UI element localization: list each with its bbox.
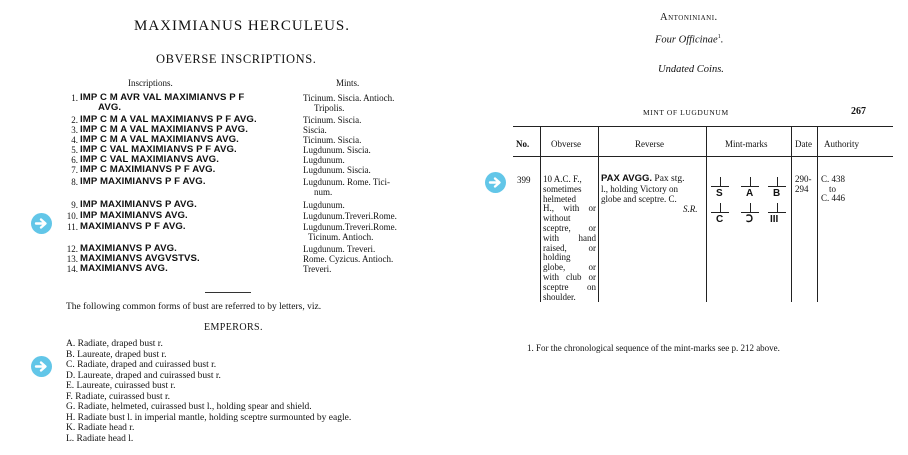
mintmark-stem — [720, 203, 721, 212]
mintmark-line — [768, 212, 786, 213]
table-rule-top — [513, 126, 893, 127]
inscription-row — [60, 165, 450, 175]
authority-line: C. 438 — [821, 174, 846, 184]
obverse-line: 10 A.C. F., — [543, 174, 582, 184]
inscription-row — [60, 264, 450, 274]
inscription-text: IMP C M A VAL MAXIMIANVS P AVG. — [80, 124, 248, 135]
inscription-row — [60, 177, 450, 187]
inscription-mints: Lugdunum.Treveri.Rome. — [303, 211, 397, 221]
arrow-icon[interactable] — [31, 356, 52, 377]
mintmark-top: S — [716, 188, 723, 199]
table-rule-col — [791, 126, 792, 302]
obverse-line: globe, or — [543, 262, 596, 273]
date-line: 294 — [795, 184, 809, 194]
table-rule-col — [706, 126, 707, 302]
header-mintmarks: Mint-marks — [725, 139, 768, 149]
inscription-mints: Lugdunum. — [303, 200, 345, 210]
inscription-row — [60, 187, 450, 197]
inscription-mints: Lugdunum. Siscia. — [303, 165, 371, 175]
inscription-row — [60, 222, 450, 232]
header-authority: Authority — [824, 139, 859, 149]
bust-item: H. Radiate bust l. in imperial mantle, holding sceptre surmounted by eagle. — [66, 412, 352, 423]
officinae-end: . — [720, 34, 724, 46]
inscription-text: IMP C M AVR VAL MAXIMIANVS P F — [80, 92, 245, 103]
mint-title: MINT OF LUGDUNUM — [643, 108, 729, 117]
inscription-mints: Tripolis. — [314, 103, 345, 113]
mintmark-line — [711, 186, 729, 187]
bust-intro: The following common forms of bust are referred to by letters, viz. — [66, 302, 322, 312]
inscription-text: IMP MAXIMIANVS AVG. — [80, 210, 188, 221]
reverse-line: globe and sceptre. C. — [601, 194, 677, 204]
inscription-number: 11. — [67, 222, 78, 232]
inscription-text: IMP C M A VAL MAXIMIANVS P F AVG. — [80, 114, 257, 125]
inscription-number: 10. — [66, 211, 78, 221]
inscription-number: 2. — [71, 115, 78, 125]
obverse-line: holding — [543, 252, 571, 263]
inscription-mints: Rome. Cyzicus. Antioch. — [303, 254, 394, 264]
bust-item: C. Radiate, draped and cuirassed bust r. — [66, 360, 217, 370]
inscription-mints: num. — [314, 187, 333, 197]
reverse-line: S.R. — [683, 204, 698, 214]
inscription-number: 12. — [66, 244, 78, 254]
obverse-line: shoulder. — [543, 291, 576, 302]
arrow-icon[interactable] — [485, 172, 506, 193]
inscription-mints: Lugdunum. — [303, 155, 345, 165]
inscription-number: 8. — [71, 177, 78, 187]
bust-item: F. Radiate, cuirassed bust r. — [66, 391, 170, 402]
inscription-mints: Lugdunum. Siscia. — [303, 145, 371, 155]
arrow-icon[interactable] — [31, 213, 52, 234]
authority-line: C. 446 — [821, 193, 846, 203]
inscription-row — [60, 200, 450, 210]
bust-item: E. Laureate, cuirassed bust r. — [66, 381, 176, 391]
inscription-text: IMP C MAXIMIANVS P F AVG. — [80, 164, 216, 175]
inscription-mints: Lugdunum.Treveri.Rome. — [303, 222, 397, 232]
date-line: 290- — [795, 174, 812, 184]
footnote: 1. For the chronological sequence of the mint-marks see p. 212 above. — [527, 343, 780, 353]
table-rule-col — [598, 126, 599, 302]
obverse-line: H., with or — [543, 203, 596, 214]
inscription-text: IMP C VAL MAXIMIANVS P F AVG. — [80, 144, 237, 155]
mintmark-line — [741, 212, 759, 213]
inscription-mints: Treveri. — [303, 264, 332, 274]
inscription-mints: Ticinum. Antioch. — [308, 232, 374, 242]
inscription-mints: Lugdunum. Treveri. — [303, 244, 376, 254]
coin-number: 399 — [517, 175, 531, 185]
mintmark-stem — [777, 177, 778, 186]
emperors-heading: EMPERORS. — [204, 322, 263, 333]
inscription-mints: Lugdunum. Rome. Tici- — [303, 177, 391, 187]
divider — [205, 292, 251, 293]
obverse-line: raised, or — [543, 242, 596, 253]
inscription-row — [60, 211, 450, 221]
inscription-number: 1. — [71, 93, 78, 103]
header-reverse: Reverse — [635, 139, 664, 149]
header-no: No. — [516, 139, 530, 149]
bust-item: G. Radiate, helmeted, cuirassed bust l., holding spear and shield. — [66, 402, 312, 412]
inscription-number: 3. — [71, 125, 78, 135]
obverse-line: with club or — [543, 272, 596, 282]
legend-text: PAX AVGG. — [601, 173, 653, 184]
inscription-mints: Ticinum. Siscia. Antioch. — [303, 93, 395, 103]
header-date: Date — [795, 139, 812, 149]
running-header: Antoniniani. — [660, 12, 718, 23]
inscription-number: 9. — [71, 200, 78, 210]
inscription-text: IMP C VAL MAXIMIANVS AVG. — [80, 154, 219, 165]
right-page — [455, 0, 908, 455]
inscription-mints: Siscia. — [303, 125, 327, 135]
inscription-text: MAXIMIANVS P F AVG. — [80, 221, 186, 232]
mintmark-line — [741, 186, 759, 187]
mintmark-top: A — [746, 188, 754, 199]
footnote-ref: 1 — [717, 34, 721, 40]
mintmark-stem — [720, 177, 721, 186]
inscription-mints: Ticinum. Siscia. — [303, 115, 362, 125]
inscription-text: MAXIMIANVS AVGVSTVS. — [80, 253, 200, 264]
mintmark-bottom: III — [770, 214, 779, 225]
table-rule-header — [513, 156, 893, 157]
page-number: 267 — [851, 106, 866, 117]
obverse-line: sceptre, or — [543, 223, 596, 233]
inscription-number: 7. — [71, 165, 78, 175]
obverse-line: sometimes — [543, 183, 582, 194]
inscription-text: IMP C M A VAL MAXIMIANVS AVG. — [80, 134, 239, 145]
mintmark-line — [711, 212, 729, 213]
header-obverse: Obverse — [551, 139, 581, 149]
inscription-number: 14. — [66, 264, 78, 274]
bust-item: D. Laureate, draped and cuirassed bust r. — [66, 370, 221, 381]
obverse-line: sceptre on — [543, 281, 596, 292]
bust-item: L. Radiate head l. — [66, 433, 134, 444]
inscription-text: IMP MAXIMIANVS P AVG. — [80, 199, 197, 210]
section-heading: OBVERSE INSCRIPTIONS. — [156, 52, 317, 66]
inscription-number: 6. — [71, 155, 78, 165]
mintmark-line — [768, 186, 786, 187]
inscription-row — [60, 103, 450, 113]
inscription-text: AVG. — [98, 102, 122, 113]
reverse-line: l., holding Victory on — [601, 184, 679, 194]
officinae-text: Four Officinae — [655, 34, 718, 46]
mintmark-bottom: Ↄ — [746, 214, 754, 225]
mintmark-stem — [777, 203, 778, 212]
inscription-text: MAXIMIANVS P AVG. — [80, 243, 177, 254]
inscription-number: 5. — [71, 145, 78, 155]
table-rule-col — [540, 126, 541, 302]
bust-item: B. Laureate, draped bust r. — [66, 349, 167, 360]
col-inscriptions-label: Inscriptions. — [128, 78, 173, 88]
reverse-line: PAX AVGG. Pax stg. — [601, 173, 685, 184]
bust-item: A. Radiate, draped bust r. — [66, 339, 163, 349]
mintmark-bottom: C — [716, 214, 724, 225]
obverse-line: helmeted — [543, 193, 576, 204]
page-heading: MAXIMIANUS HERCULEUS. — [134, 18, 351, 34]
inscription-text: MAXIMIANVS AVG. — [80, 263, 168, 274]
mintmark-top: B — [773, 188, 781, 199]
obverse-line: with hand — [543, 232, 596, 243]
inscription-text: IMP MAXIMIANVS P F AVG. — [80, 176, 206, 187]
table-rule-col — [817, 126, 818, 302]
obverse-line: without — [543, 213, 571, 224]
officinae-heading — [655, 34, 723, 46]
inscription-number: 4. — [71, 135, 78, 145]
undated-heading: Undated Coins. — [658, 64, 724, 75]
bust-item: K. Radiate head r. — [66, 423, 135, 433]
inscription-mints: Ticinum. Siscia. — [303, 135, 362, 145]
col-mints-label: Mints. — [336, 78, 360, 88]
inscription-number: 13. — [66, 254, 78, 264]
authority-line: to — [829, 184, 837, 194]
mintmark-stem — [750, 177, 751, 186]
mintmark-stem — [750, 203, 751, 212]
inscription-row — [60, 232, 450, 242]
